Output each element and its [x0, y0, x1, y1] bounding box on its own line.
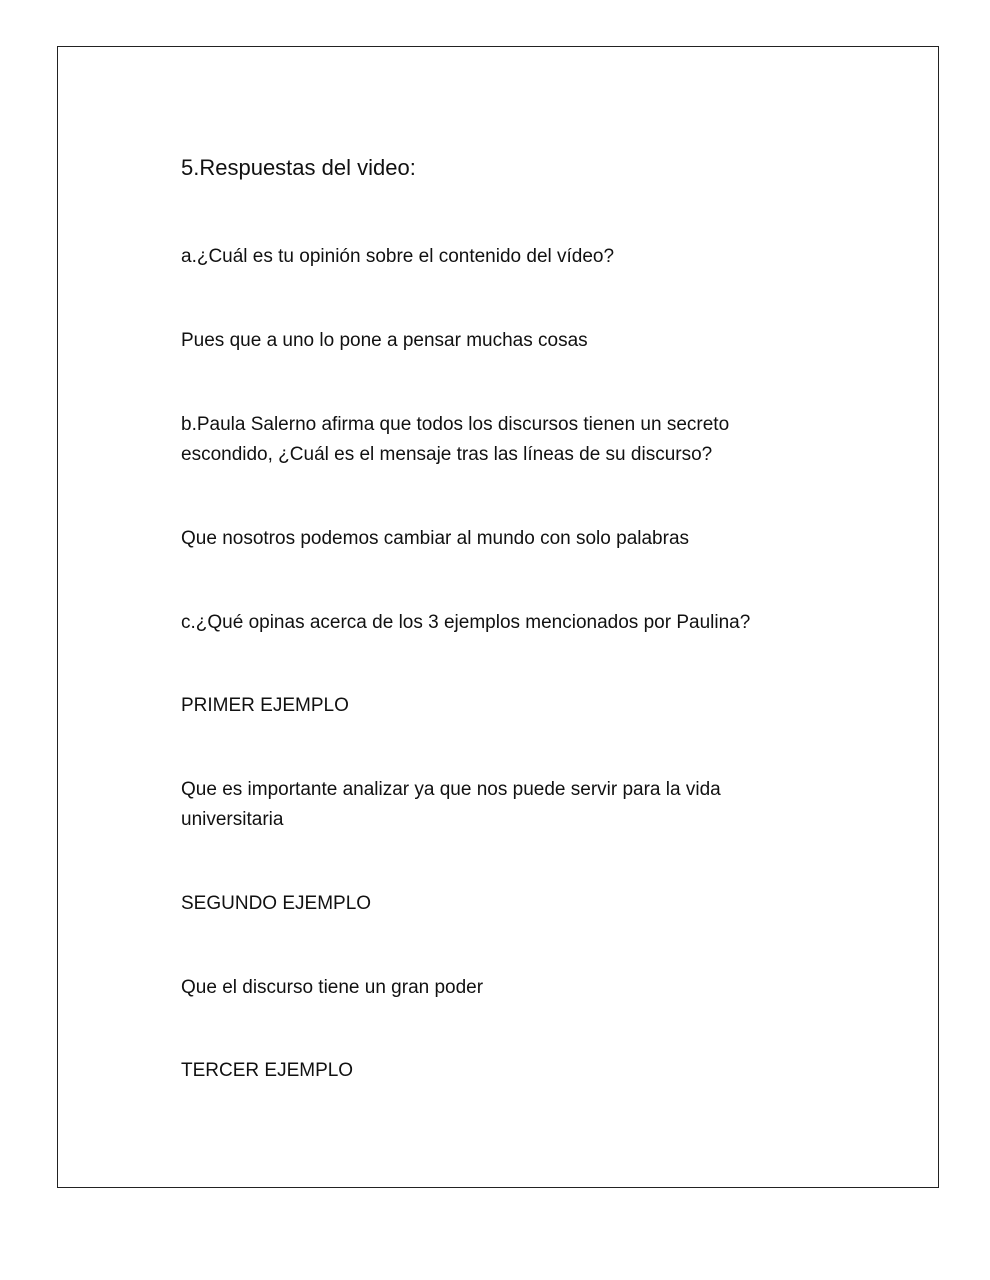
- answer-a: Pues que a uno lo pone a pensar muchas cosas: [181, 330, 588, 351]
- question-b-line-2: escondido, ¿Cuál es el mensaje tras las líneas de su discurso?: [181, 444, 713, 465]
- example-2-answer: Que el discurso tiene un gran poder: [181, 977, 484, 998]
- question-b-line-1: b.Paula Salerno afirma que todos los discursos tienen un secreto: [181, 414, 730, 435]
- answer-b: Que nosotros podemos cambiar al mundo con solo palabras: [181, 528, 690, 549]
- document-page: [57, 46, 939, 1188]
- example-1-answer-line-2: universitaria: [181, 809, 284, 830]
- question-a: a.¿Cuál es tu opinión sobre el contenido del vídeo?: [181, 246, 615, 267]
- example-1-answer-line-1: Que es importante analizar ya que nos puede servir para la vida: [181, 779, 721, 800]
- example-3-label: TERCER EJEMPLO: [181, 1060, 354, 1081]
- example-2-label: SEGUNDO EJEMPLO: [181, 893, 372, 914]
- section-heading: 5.Respuestas del video:: [181, 155, 416, 180]
- question-c: c.¿Qué opinas acerca de los 3 ejemplos mencionados por Paulina?: [181, 612, 751, 633]
- example-1-label: PRIMER EJEMPLO: [181, 695, 349, 716]
